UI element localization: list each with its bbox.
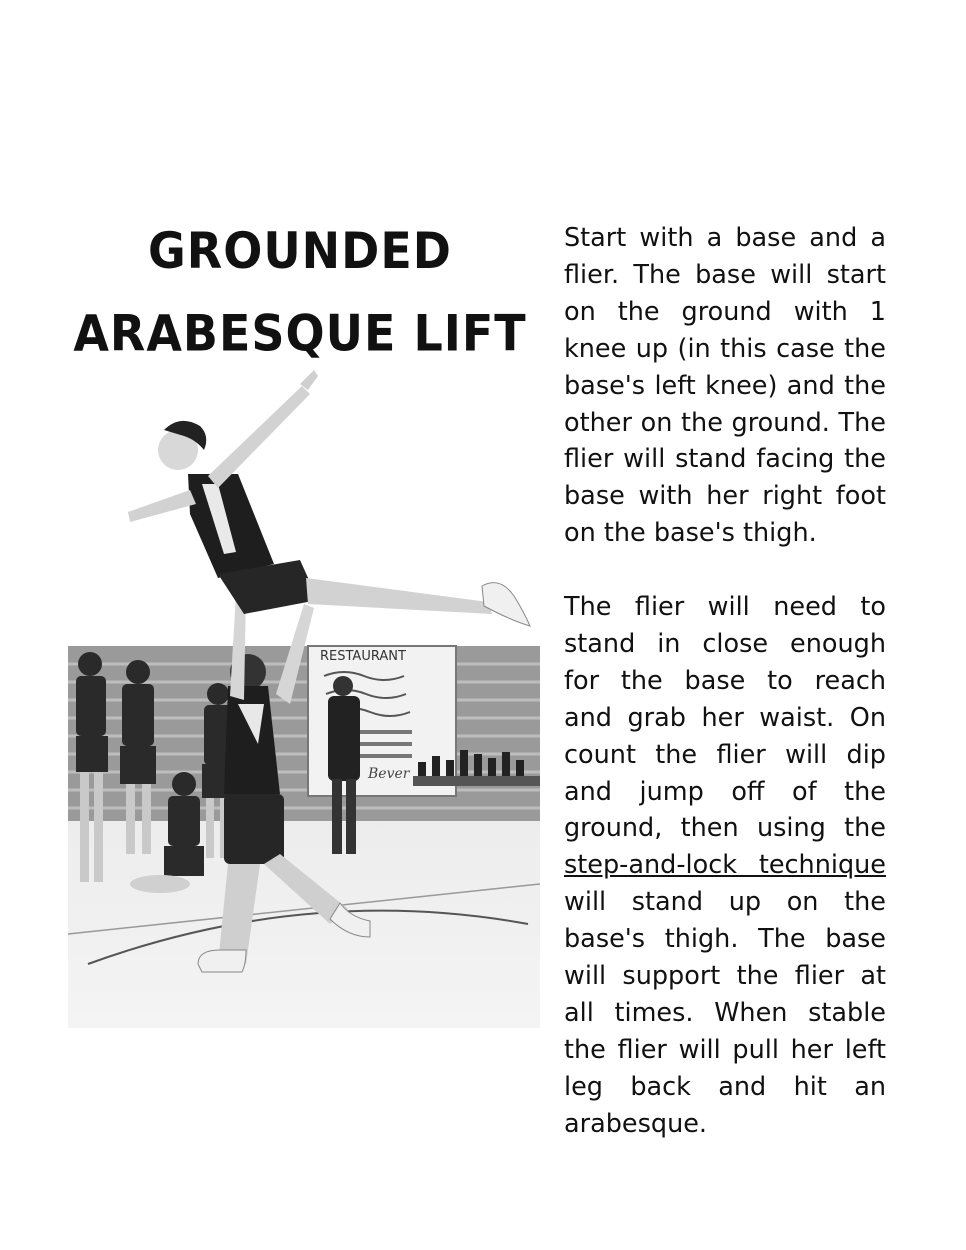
page-title [60,210,540,374]
cheer-lift-photo [68,364,540,1028]
title-line-2: ARABESQUE LIFT [73,303,527,363]
paragraph-execution-start: The flier will need to stand in close enough for the base to reach and grab her waist. On count the flier will dip and jump off of the ground, then using the [564,592,886,844]
title-line-1: GROUNDED [148,221,452,280]
paragraph-execution [564,589,886,1143]
instructions-text [564,220,886,1143]
paragraph-setup: Start with a base and a flier. The base will start on the ground with 1 knee up (in this case the base's left knee) and the other on the ground. The flier will stand facing the base with her right foot on the base's thigh. [564,223,886,549]
paragraph-execution-end: will stand up on the base's thigh. The base will support the flier at all times. When stable the flier will pull her left leg back and hit an arabesque. [564,887,886,1139]
sign-text: Bever [368,766,410,782]
step-and-lock-link[interactable]: step-and-lock technique [564,850,886,881]
banner-text: RESTAURANT [320,649,406,664]
